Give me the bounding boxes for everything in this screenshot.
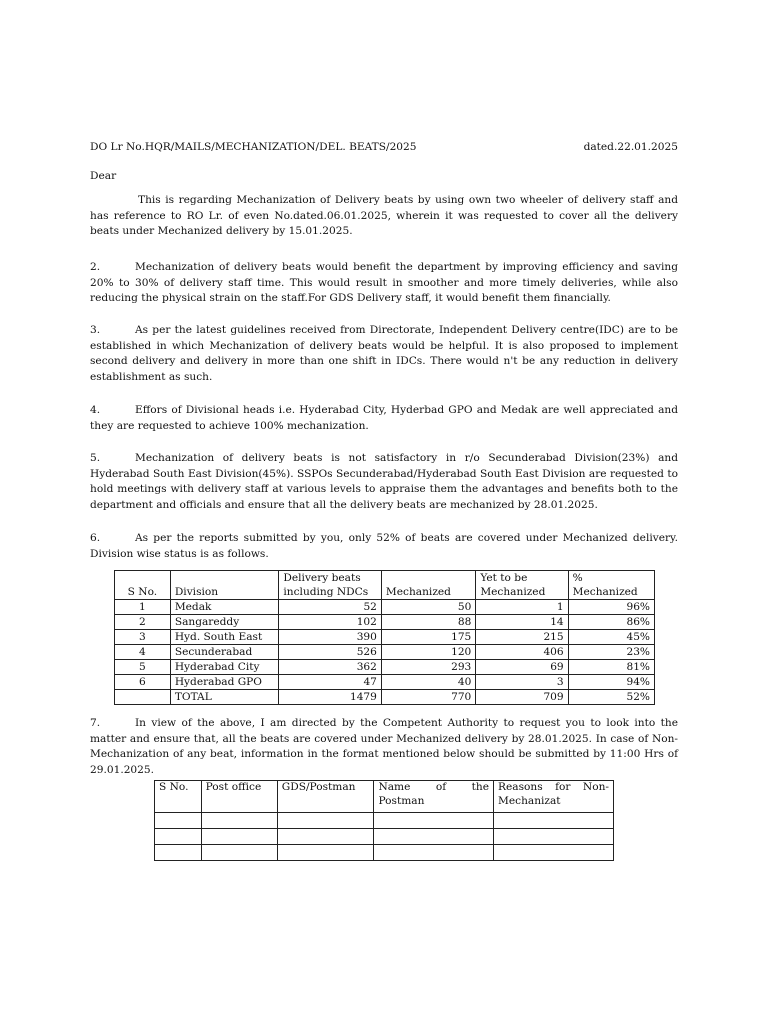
paragraph-6 bbox=[90, 531, 678, 562]
header-delivery-beats-line-2: including NDCs bbox=[283, 585, 369, 598]
cell-yet: 406 bbox=[476, 645, 568, 660]
header-delivery-beats bbox=[279, 571, 382, 600]
paragraph-4 bbox=[90, 403, 678, 434]
header-sno: S No. bbox=[115, 571, 171, 600]
format-header-name-of-postman bbox=[374, 781, 494, 813]
header-yet-to-be-mechanized bbox=[476, 571, 568, 600]
non-mechanization-format-table bbox=[154, 780, 614, 861]
cell-sno: 6 bbox=[115, 675, 171, 690]
table-row bbox=[115, 675, 655, 690]
cell-pct: 81% bbox=[568, 660, 654, 675]
cell-beats: 526 bbox=[279, 645, 382, 660]
letter-date: dated.22.01.2025 bbox=[583, 141, 678, 153]
cell-pct: 94% bbox=[568, 675, 654, 690]
format-header-name-line-1: Name of the bbox=[378, 781, 490, 793]
paragraph-3-text: As per the latest guidelines received from Directorate, Independent Delivery centre(IDC) are to be established in which Mechanization of delivery beats would be helpful. It is also proposed to implement second delivery and delivery in more than one shift in IDCs. There would n't be any reduction in delivery establishment as such. bbox=[90, 324, 678, 383]
empty-cell bbox=[155, 845, 202, 861]
format-header-name-line-2: Postman bbox=[378, 794, 425, 807]
table-row bbox=[115, 615, 655, 630]
format-header-gds-postman: GDS/Postman bbox=[277, 781, 374, 813]
cell-division: Medak bbox=[170, 600, 279, 615]
cell-yet: 3 bbox=[476, 675, 568, 690]
paragraph-4-number: 4. bbox=[90, 404, 101, 416]
empty-cell bbox=[494, 813, 614, 829]
cell-division: Hyderabad GPO bbox=[170, 675, 279, 690]
cell-division: Hyderabad City bbox=[170, 660, 279, 675]
paragraph-6-text: As per the reports submitted by you, only 52% of beats are covered under Mechanized delivery. Division wise status is as follows. bbox=[90, 532, 678, 560]
paragraph-6-number: 6. bbox=[90, 532, 101, 544]
salutation: Dear bbox=[90, 170, 117, 182]
empty-cell bbox=[277, 829, 374, 845]
cell-yet: 215 bbox=[476, 630, 568, 645]
cell-mechanized: 175 bbox=[381, 630, 475, 645]
format-empty-row bbox=[155, 813, 614, 829]
cell-pct: 23% bbox=[568, 645, 654, 660]
table-row bbox=[115, 630, 655, 645]
empty-cell bbox=[155, 813, 202, 829]
header-pct-line-1: % bbox=[572, 572, 583, 584]
cell-total-beats: 1479 bbox=[279, 690, 382, 705]
cell-sno: 2 bbox=[115, 615, 171, 630]
cell-yet: 1 bbox=[476, 600, 568, 615]
cell-pct: 45% bbox=[568, 630, 654, 645]
paragraph-2 bbox=[90, 260, 678, 307]
paragraph-2-text: Mechanization of delivery beats would benefit the department by improving efficiency and saving 20% to 30% of delivery staff time. This would result in smoother and more timely deliveries, while also reducing the physical strain on the staff.For GDS Delivery staff, it would benefit them financially. bbox=[90, 261, 678, 305]
table-total-row bbox=[115, 690, 655, 705]
paragraph-5-number: 5. bbox=[90, 452, 101, 464]
format-header-row bbox=[155, 781, 614, 813]
paragraph-1-text: This is regarding Mechanization of Delivery beats by using own two wheeler of delivery staff and has reference to RO Lr. of even No.dated.06.01.2025, wherein it was requested to cover all the delivery beats under Mechanized delivery by 15.01.2025. bbox=[90, 194, 678, 238]
cell-mechanized: 120 bbox=[381, 645, 475, 660]
cell-beats: 52 bbox=[279, 600, 382, 615]
paragraph-1 bbox=[90, 193, 678, 240]
empty-cell bbox=[155, 829, 202, 845]
cell-mechanized: 88 bbox=[381, 615, 475, 630]
cell-sno: 4 bbox=[115, 645, 171, 660]
cell-beats: 390 bbox=[279, 630, 382, 645]
header-division: Division bbox=[170, 571, 279, 600]
header-percent-mechanized bbox=[568, 571, 654, 600]
empty-cell bbox=[374, 829, 494, 845]
cell-pct: 86% bbox=[568, 615, 654, 630]
paragraph-7-number: 7. bbox=[90, 717, 101, 729]
format-empty-row bbox=[155, 829, 614, 845]
paragraph-5-text: Mechanization of delivery beats is not satisfactory in r/o Secunderabad Division(23%) and Hyderabad South East Division(45%). SSPOs Secunderabad/Hyderabad South East Division are requested to hold meetings with delivery staff at various levels to appraise them the advantages and benefits both to the department and officials and ensure that all the delivery beats are mechanized by 28.01.2025. bbox=[90, 452, 678, 511]
cell-total-mechanized: 770 bbox=[381, 690, 475, 705]
empty-cell bbox=[277, 813, 374, 829]
paragraph-3 bbox=[90, 323, 678, 385]
empty-cell bbox=[201, 813, 277, 829]
cell-division: Hyd. South East bbox=[170, 630, 279, 645]
empty-cell bbox=[494, 829, 614, 845]
format-header-sno: S No. bbox=[155, 781, 202, 813]
empty-cell bbox=[201, 829, 277, 845]
cell-total-pct: 52% bbox=[568, 690, 654, 705]
format-empty-row bbox=[155, 845, 614, 861]
cell-sno: 1 bbox=[115, 600, 171, 615]
division-status-table bbox=[114, 570, 655, 705]
table-header-row bbox=[115, 571, 655, 600]
cell-division: Secunderabad bbox=[170, 645, 279, 660]
empty-cell bbox=[277, 845, 374, 861]
cell-sno: 5 bbox=[115, 660, 171, 675]
cell-mechanized: 293 bbox=[381, 660, 475, 675]
reference-number: DO Lr No.HQR/MAILS/MECHANIZATION/DEL. BEATS/2025 bbox=[90, 141, 417, 153]
cell-total-label: TOTAL bbox=[170, 690, 279, 705]
paragraph-7-text: In view of the above, I am directed by the Competent Authority to request you to look into the matter and ensure that, all the beats are covered under Mechanized delivery by 28.01.2025. In case of Non-Mechanization of any beat, information in the format mentioned below should be submitted by 11:00 Hrs of 29.01.2025. bbox=[90, 717, 678, 776]
format-header-post-office: Post office bbox=[201, 781, 277, 813]
cell-empty bbox=[115, 690, 171, 705]
empty-cell bbox=[201, 845, 277, 861]
empty-cell bbox=[374, 845, 494, 861]
table-row bbox=[115, 600, 655, 615]
cell-pct: 96% bbox=[568, 600, 654, 615]
cell-beats: 102 bbox=[279, 615, 382, 630]
paragraph-3-number: 3. bbox=[90, 324, 101, 336]
format-header-reasons-line-1: Reasons for Non- bbox=[498, 781, 609, 793]
cell-beats: 362 bbox=[279, 660, 382, 675]
paragraph-2-number: 2. bbox=[90, 261, 101, 273]
format-header-reasons bbox=[494, 781, 614, 813]
cell-yet: 14 bbox=[476, 615, 568, 630]
header-delivery-beats-line-1: Delivery beats bbox=[283, 572, 361, 584]
cell-yet: 69 bbox=[476, 660, 568, 675]
table-row bbox=[115, 660, 655, 675]
format-header-reasons-line-2: Mechanizat bbox=[498, 794, 561, 807]
header-mechanized: Mechanized bbox=[381, 571, 475, 600]
header-yet-line-1: Yet to be bbox=[480, 572, 528, 584]
cell-mechanized: 40 bbox=[381, 675, 475, 690]
cell-total-yet: 709 bbox=[476, 690, 568, 705]
header-yet-line-2: Mechanized bbox=[480, 585, 546, 598]
paragraph-7 bbox=[90, 716, 678, 778]
header-pct-line-2: Mechanized bbox=[572, 585, 638, 598]
table-row bbox=[115, 645, 655, 660]
paragraph-5 bbox=[90, 451, 678, 513]
empty-cell bbox=[494, 845, 614, 861]
cell-sno: 3 bbox=[115, 630, 171, 645]
paragraph-4-text: Effors of Divisional heads i.e. Hyderabad City, Hyderbad GPO and Medak are well appreciated and they are requested to achieve 100% mechanization. bbox=[90, 404, 678, 432]
cell-division: Sangareddy bbox=[170, 615, 279, 630]
empty-cell bbox=[374, 813, 494, 829]
cell-beats: 47 bbox=[279, 675, 382, 690]
cell-mechanized: 50 bbox=[381, 600, 475, 615]
